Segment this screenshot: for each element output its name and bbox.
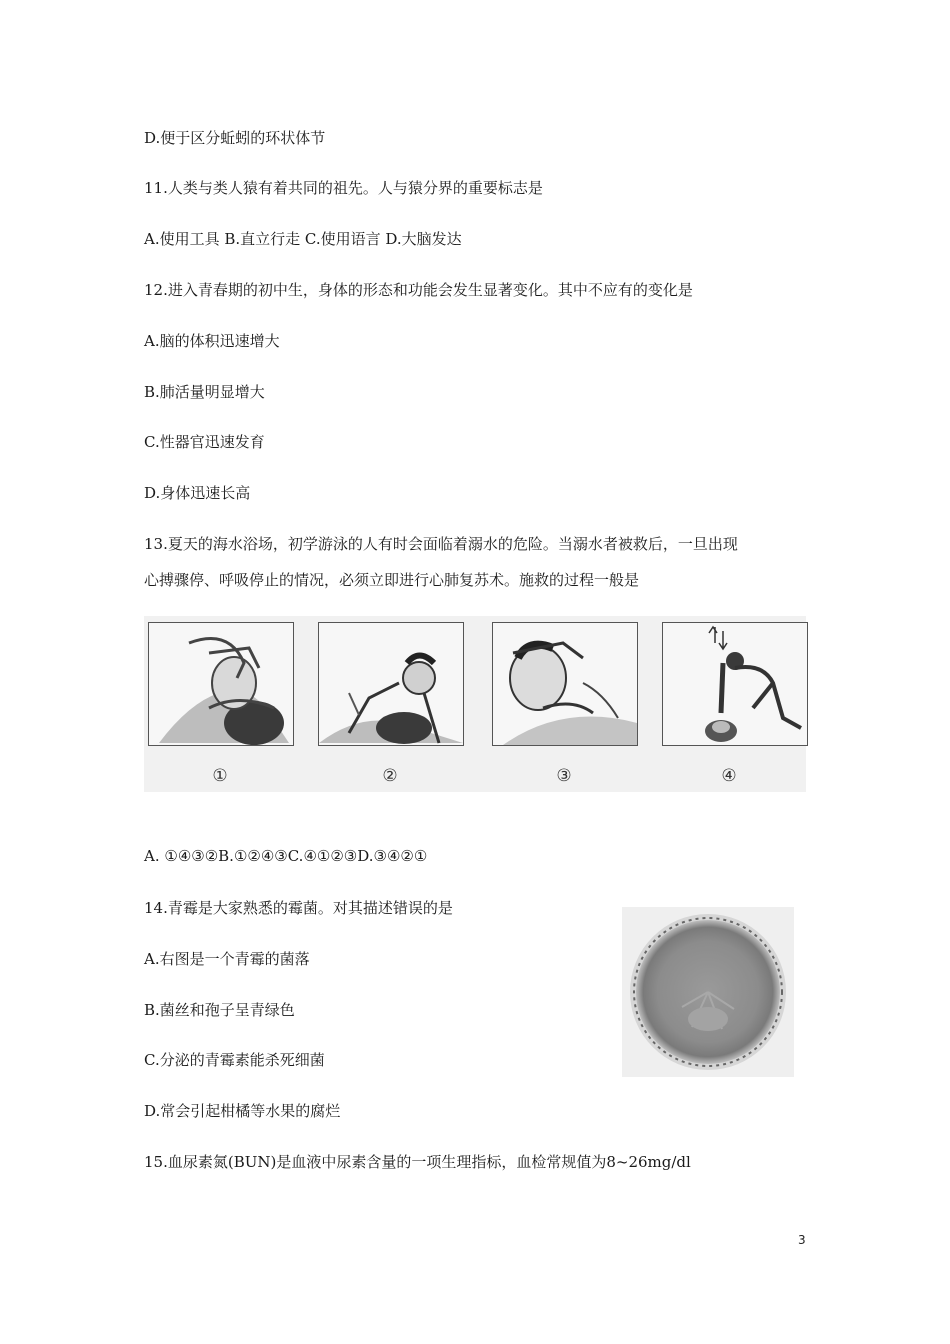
q13-stem-line-2: 心搏骤停、呼吸停止的情况，必须立即进行心肺复苏术。施救的过程一般是 [144,571,640,589]
penicillium-colony-image [622,907,794,1077]
cpr-panel-3-label: ③ [556,766,572,786]
cpr-panel-1-image [148,622,294,746]
q14-option-d: D.常会引起柑橘等水果的腐烂 [144,1102,341,1120]
q11-stem: 11.人类与类人猿有着共同的祖先。人与猿分界的重要标志是 [144,179,543,197]
q12-stem: 12.进入青春期的初中生，身体的形态和功能会发生显著变化。其中不应有的变化是 [144,281,693,299]
q11-options: A.使用工具 B.直立行走 C.使用语言 D.大脑发达 [144,230,462,248]
q14-option-b: B.菌丝和孢子呈青绿色 [144,1001,295,1019]
q13-stem-line-1: 13.夏天的海水浴场，初学游泳的人有时会面临着溺水的危险。当溺水者被救后，一旦出现 [144,535,738,553]
cpr-figure-strip [144,616,806,792]
cpr-panel-3-image [492,622,638,746]
cpr-panel-1-label: ① [212,766,228,786]
q14-stem: 14.青霉是大家熟悉的霉菌。对其描述错误的是 [144,899,453,917]
q12-option-d: D.身体迅速长高 [144,484,251,502]
q14-option-c: C.分泌的青霉素能杀死细菌 [144,1051,325,1069]
cpr-panel-2-label: ② [382,766,398,786]
cpr-panel-2-image [318,622,464,746]
q12-option-b: B.肺活量明显增大 [144,383,265,401]
q12-option-a: A.脑的体积迅速增大 [144,332,280,350]
q15-stem: 15.血尿素氮(BUN)是血液中尿素含量的一项生理指标，血检常规值为8~26mg/dl [144,1153,691,1171]
cpr-panel-4-label: ④ [721,766,737,786]
q14-option-a: A.右图是一个青霉的菌落 [144,950,310,968]
cpr-panel-4-image [662,622,808,746]
page-number: 3 [798,1233,806,1247]
q13-options: A. ①④③②B.①②④③C.④①②③D.③④②① [144,847,428,865]
q10-option-d: D.便于区分蚯蚓的环状体节 [144,129,326,147]
q12-option-c: C.性器官迅速发育 [144,433,265,451]
